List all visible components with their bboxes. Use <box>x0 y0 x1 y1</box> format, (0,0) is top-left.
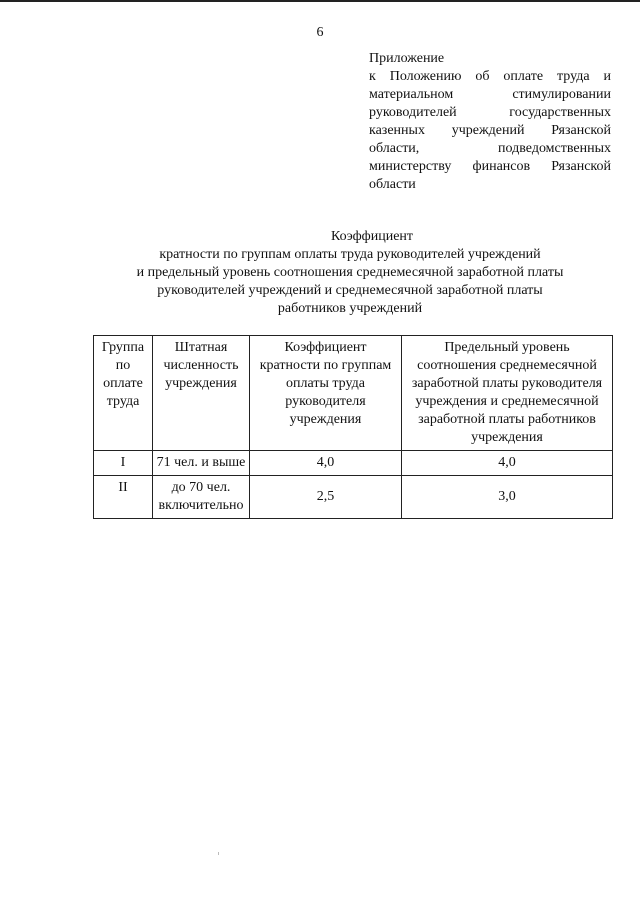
cell-staff: 71 чел. и выше <box>153 451 250 476</box>
cell-staff: до 70 чел. включительно <box>153 476 250 519</box>
appendix-block <box>369 50 611 194</box>
coefficient-table <box>93 335 613 519</box>
appendix-line: области, подведомственных <box>369 141 611 156</box>
subtitle-line: кратности по группам оплаты труда руководителей учреждений <box>159 247 541 262</box>
document-title: Коэффициент <box>330 229 414 244</box>
cell-coefficient: 4,0 <box>250 451 402 476</box>
appendix-heading: Приложение <box>369 51 445 66</box>
cell-group: II <box>94 476 153 519</box>
header-coefficient: Коэффициент кратности по группам оплаты труда руководителя учреждения <box>250 336 402 451</box>
header-group: Группа по оплате труда <box>94 336 153 451</box>
scan-artifact <box>218 852 219 855</box>
cell-limit: 4,0 <box>402 451 613 476</box>
subtitle-line: и предельный уровень соотношения среднемесячной заработной платы <box>136 265 564 280</box>
appendix-line: области <box>369 177 416 192</box>
appendix-line: министерству финансов Рязанской <box>369 159 611 174</box>
document-subtitle <box>100 246 600 318</box>
top-border-line <box>0 0 640 2</box>
cell-coefficient: 2,5 <box>250 476 402 519</box>
header-limit: Предельный уровень соотношения среднемесячной заработной платы руководителя учреждения и среднемесячной заработной платы работников учреждения <box>402 336 613 451</box>
table-row <box>94 451 613 476</box>
table-row <box>94 476 613 519</box>
appendix-line: материальном стимулировании <box>369 87 611 102</box>
cell-group: I <box>94 451 153 476</box>
cell-limit: 3,0 <box>402 476 613 519</box>
appendix-line: руководителей государственных <box>369 105 611 120</box>
subtitle-line: работников учреждений <box>277 301 423 316</box>
appendix-line: казенных учреждений Рязанской <box>369 123 611 138</box>
header-staff: Штатная численность учреждения <box>153 336 250 451</box>
appendix-line: к Положению об оплате труда и <box>369 69 611 84</box>
page-number: 6 <box>316 25 324 40</box>
table-header-row <box>94 336 613 451</box>
subtitle-line: руководителей учреждений и среднемесячной заработной платы <box>157 283 543 298</box>
